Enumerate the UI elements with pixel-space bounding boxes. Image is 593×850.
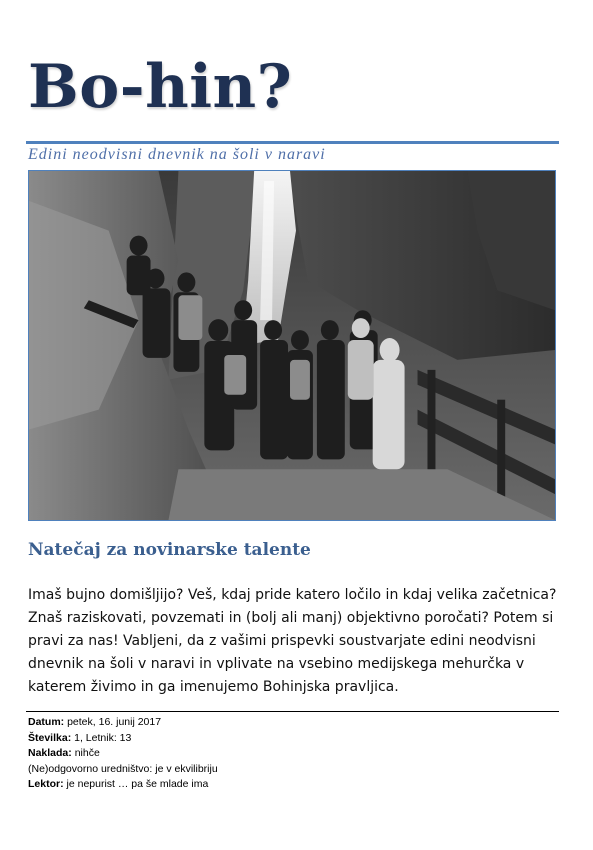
colophon-print-label: Naklada: [28,747,72,759]
colophon-lector [28,777,218,793]
article-body: Imaš bujno domišljijo? Veš, kdaj pride katero ločilo in kdaj velika začetnica? Znaš raziskovati, povzemati in (bolj ali manj) objektivno poročati? Potem si pravi za nas! Vabljeni, da z vašimi prispevki soustvarjate edini neodvisni dnevnik na šoli v naravi in vplivate na vsebino medijskega mehurčka v katerem živimo in ga imenujemo Bohinjska pravljica. [28,587,557,695]
header-rule [26,141,559,144]
colophon-date-value: petek, 16. junij 2017 [64,716,162,728]
colophon-rule [26,711,559,712]
colophon-editor-label: (Ne)odgovorno uredništvo: [28,762,153,775]
colophon-date [28,715,218,731]
colophon-print-value: nihče [71,747,100,759]
colophon-print [28,746,218,762]
newspaper-title: Bo-hin? [28,52,293,122]
newspaper-subtitle: Edini neodvisni dnevnik na šoli v naravi [28,146,326,163]
colophon-lector-label: Lektor: [28,778,64,790]
colophon-issue-value: 1, Letnik: 13 [71,731,132,744]
article-heading: Natečaj za novinarske talente [28,540,311,560]
group-photo-waterfall-image [29,171,555,520]
colophon-editor [28,762,218,778]
colophon-editor-value: je v ekvilibriju [152,762,218,775]
colophon [28,715,218,793]
colophon-lector-value: je nepurist … pa še mlade ima [63,778,209,790]
colophon-date-label: Datum: [28,716,65,728]
colophon-issue-label: Številka: [28,731,72,744]
colophon-issue [28,731,218,747]
group-photo [28,170,556,521]
